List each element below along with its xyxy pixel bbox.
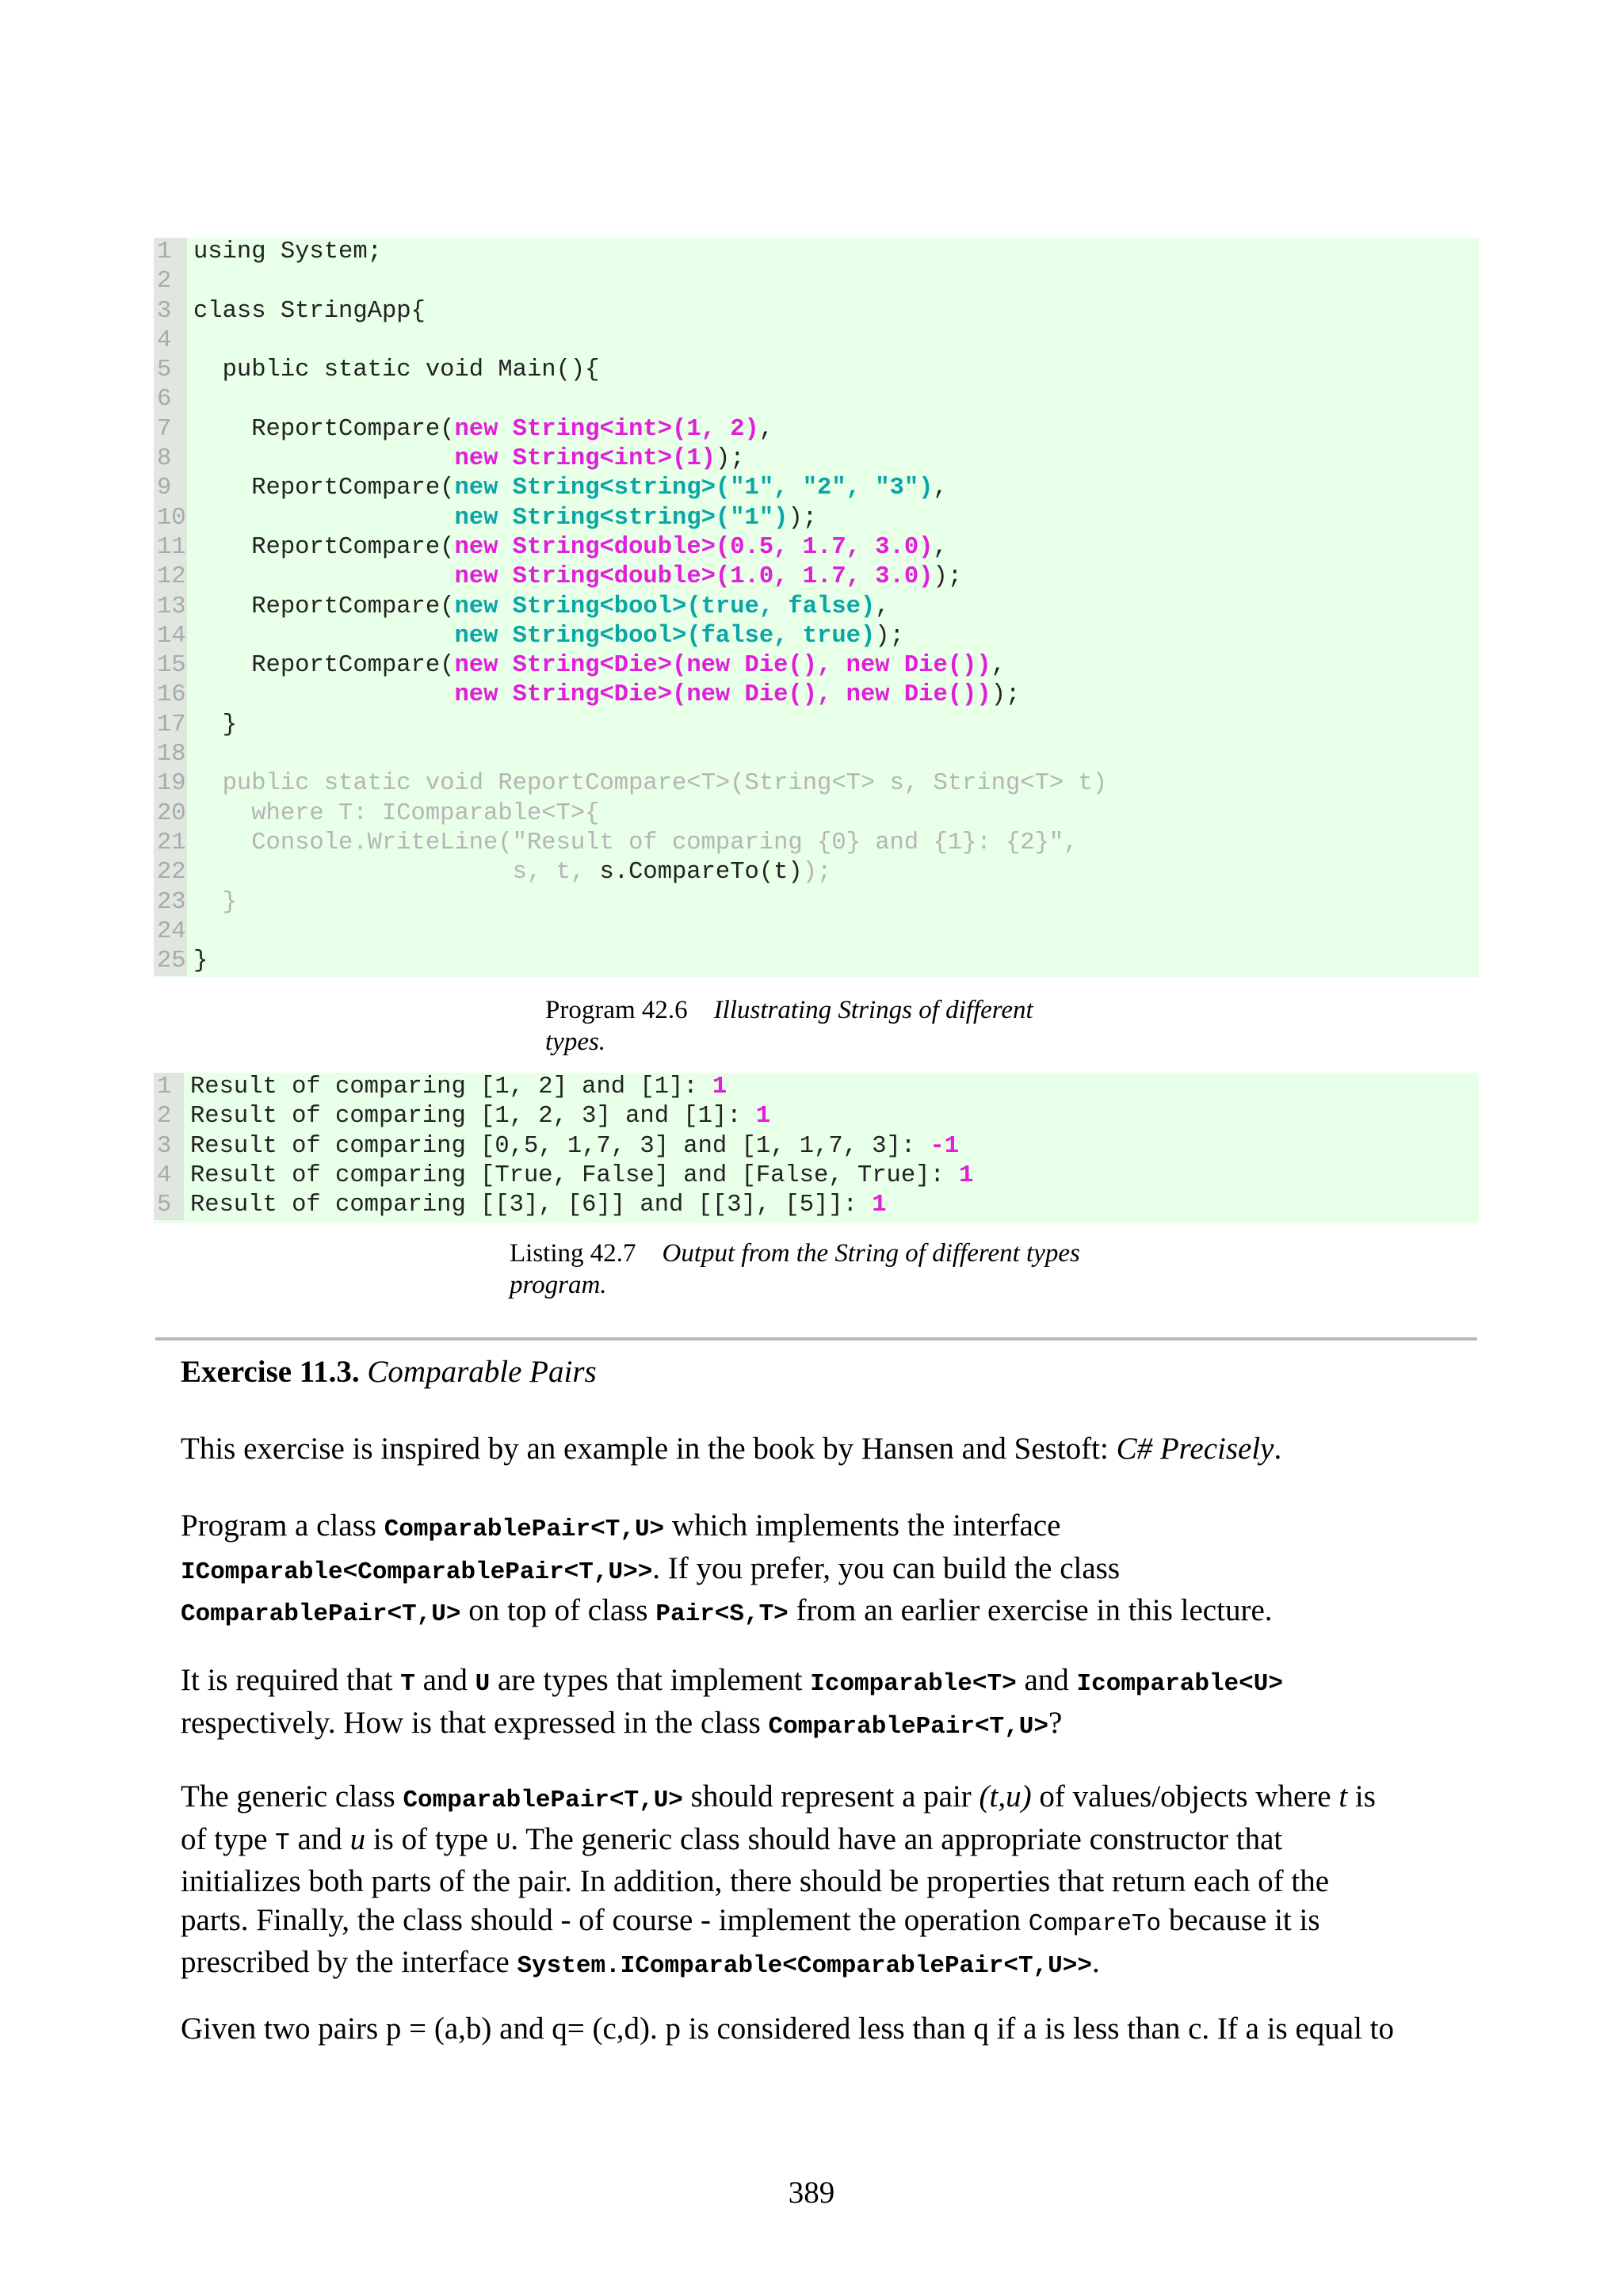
code-token: } — [193, 948, 208, 975]
line-number: 2 — [154, 1102, 184, 1131]
text: which implements the interface — [664, 1508, 1061, 1543]
exercise-paragraph-3 — [181, 1661, 1480, 1746]
text: is — [1347, 1779, 1376, 1814]
program-caption-text: Illustrating Strings of different — [713, 996, 1033, 1024]
line-number: 8 — [154, 444, 187, 474]
code-token — [193, 623, 454, 650]
code-term: ComparablePair<T,U> — [384, 1516, 665, 1543]
code-token: Result of comparing [True, False] and [False, True]: — [190, 1161, 960, 1189]
line-number: 6 — [154, 385, 187, 414]
code-token: new String<Die>(new Die(), new Die()) — [454, 652, 991, 680]
code-text — [187, 238, 382, 267]
text: are types that implement — [490, 1663, 811, 1697]
line-number: 10 — [154, 504, 187, 533]
code-line — [154, 1161, 1479, 1191]
code-line — [154, 888, 1479, 917]
code-line — [154, 651, 1479, 681]
code-line — [154, 1132, 1479, 1161]
code-token: ReportCompare( — [193, 475, 455, 502]
program-caption — [545, 994, 1033, 1058]
output-caption-text: Output from the String of different types — [662, 1239, 1080, 1268]
code-text — [187, 533, 948, 563]
code-token: new String<double>(0.5, 1.7, 3.0) — [454, 533, 934, 561]
code-token: , — [933, 475, 948, 502]
line-number: 9 — [154, 474, 187, 503]
code-line — [154, 238, 1479, 267]
text: respectively. How is that expressed in the class — [181, 1705, 769, 1740]
code-token: 1 — [872, 1192, 887, 1219]
code-token: public static void ReportCompare<T>(String<T> s, String<T> t) — [193, 770, 1108, 798]
code-text — [187, 444, 745, 474]
line-number: 1 — [154, 1073, 184, 1102]
code-token — [193, 445, 454, 472]
exercise-paragraph-5 — [181, 2010, 1480, 2049]
line-number: 23 — [154, 888, 187, 917]
code-text — [184, 1102, 770, 1131]
code-token: where T: IComparable<T>{ — [193, 799, 600, 827]
code-line — [154, 947, 1479, 976]
code-text — [184, 1132, 959, 1161]
line-number: 7 — [154, 415, 187, 444]
line-number: 5 — [154, 356, 187, 385]
code-text — [187, 651, 1006, 681]
code-token: ); — [788, 504, 818, 532]
code-line — [154, 711, 1479, 740]
code-text — [187, 917, 193, 947]
line-number: 17 — [154, 711, 187, 740]
code-token: 1 — [712, 1074, 727, 1100]
code-text — [187, 947, 208, 976]
line-number: 4 — [154, 326, 187, 356]
code-text — [187, 740, 193, 769]
line-number: 4 — [154, 1161, 184, 1191]
line-number: 1 — [154, 238, 187, 267]
line-number: 3 — [154, 297, 187, 326]
code-token: } — [193, 711, 237, 738]
code-text — [184, 1191, 887, 1220]
code-token: ReportCompare( — [193, 593, 455, 620]
line-number: 3 — [154, 1132, 184, 1161]
program-caption-text-cont: types. — [545, 1028, 606, 1056]
code-line — [154, 267, 1479, 296]
code-term: Pair<S,T> — [655, 1600, 789, 1628]
text: because it is — [1161, 1902, 1320, 1937]
text: ? — [1048, 1705, 1063, 1740]
text: of type — [181, 1821, 276, 1856]
text: This exercise is inspired by an example in the book by Hansen and Sestoft: — [181, 1432, 1117, 1466]
code-term: T — [400, 1670, 415, 1698]
code-text — [187, 385, 193, 414]
code-token: s, t, — [193, 859, 600, 887]
code-term: CompareTo — [1028, 1909, 1162, 1938]
line-number: 21 — [154, 829, 187, 858]
code-line — [154, 593, 1479, 622]
code-token — [193, 505, 454, 532]
code-text — [187, 504, 817, 533]
code-text — [187, 888, 237, 917]
code-token: , — [991, 652, 1006, 680]
code-line — [154, 1102, 1479, 1131]
text: Program a class — [181, 1508, 384, 1543]
code-text — [187, 829, 1078, 858]
exercise-title — [181, 1353, 1480, 1392]
code-token: ); — [715, 445, 745, 473]
code-line — [154, 769, 1479, 799]
code-token: ); — [802, 859, 832, 887]
code-term: IComparable<ComparablePair<T,U>> — [181, 1558, 653, 1586]
code-token: ); — [991, 681, 1021, 709]
code-term: ComparablePair<T,U> — [403, 1787, 683, 1814]
code-token: Result of comparing [[3], [6]] and [[3], [5]]: — [190, 1192, 873, 1219]
line-number: 22 — [154, 858, 187, 887]
code-token: , — [933, 533, 948, 561]
code-term: ComparablePair<T,U> — [181, 1600, 461, 1628]
code-text — [187, 297, 426, 326]
text: is of type — [365, 1821, 496, 1856]
code-term: ComparablePair<T,U> — [768, 1712, 1048, 1741]
code-line — [154, 799, 1479, 829]
code-term: U — [475, 1670, 491, 1698]
code-text — [187, 267, 193, 296]
code-line — [154, 829, 1479, 858]
line-number: 24 — [154, 917, 187, 947]
code-text — [184, 1161, 973, 1191]
line-number: 13 — [154, 593, 187, 622]
code-text — [187, 326, 193, 356]
text: It is required that — [181, 1663, 401, 1697]
code-token: ReportCompare( — [193, 652, 455, 680]
code-token: new String<string>("1") — [454, 504, 789, 532]
text: and — [414, 1663, 475, 1697]
code-token: Result of comparing [1, 2] and [1]: — [190, 1074, 712, 1100]
code-token: -1 — [930, 1132, 960, 1160]
text: prescribed by the interface — [181, 1945, 517, 1979]
code-token: new String<int>(1, 2) — [454, 415, 759, 443]
text: The generic class — [181, 1779, 403, 1814]
output-caption — [510, 1238, 1080, 1301]
code-token: new String<string>("1", "2", "3") — [454, 475, 934, 502]
code-token: } — [193, 888, 237, 916]
code-text — [187, 474, 948, 503]
code-term: U — [495, 1829, 511, 1857]
code-line — [154, 297, 1479, 326]
code-token: ); — [875, 622, 904, 650]
text: should represent a pair — [682, 1779, 980, 1814]
exercise-name: Comparable Pairs — [367, 1355, 597, 1389]
code-text — [187, 681, 1020, 710]
page-number: 389 — [788, 2176, 835, 2210]
code-line — [154, 474, 1479, 503]
code-token: ReportCompare( — [193, 533, 455, 561]
text: . — [1091, 1945, 1100, 1979]
math-term: u — [349, 1821, 366, 1856]
text: . — [1274, 1432, 1282, 1466]
text: on top of class — [460, 1593, 656, 1627]
line-number: 25 — [154, 947, 187, 976]
code-line — [154, 444, 1479, 474]
code-token: using System; — [193, 238, 382, 265]
text: Given two pairs p = (a,b) and q= (c,d). p is considered less than q if a is less than c. If a is equal to — [181, 2012, 1395, 2046]
code-token — [193, 681, 454, 708]
code-token: 1 — [959, 1161, 974, 1189]
code-line — [154, 681, 1479, 710]
line-number: 15 — [154, 651, 187, 681]
exercise-paragraph-2 — [181, 1507, 1480, 1634]
line-number: 12 — [154, 563, 187, 592]
code-text — [187, 415, 773, 444]
line-number: 11 — [154, 533, 187, 563]
text: of values/objects where — [1031, 1779, 1339, 1814]
line-number: 19 — [154, 769, 187, 799]
code-token: Result of comparing [0,5, 1,7, 3] and [1, 1,7, 3]: — [190, 1132, 930, 1160]
code-token: ReportCompare( — [193, 415, 455, 443]
text: . If you prefer, you can build the class — [652, 1550, 1121, 1585]
code-token: new String<bool>(false, true) — [454, 622, 876, 650]
code-text — [187, 593, 890, 622]
exercise-number: Exercise 11.3. — [181, 1355, 360, 1389]
code-line — [154, 563, 1479, 592]
code-text — [187, 799, 599, 829]
text: and — [1016, 1663, 1077, 1697]
line-number: 18 — [154, 740, 187, 769]
code-line — [154, 504, 1479, 533]
code-token: new String<bool>(true, false) — [454, 593, 876, 620]
code-line — [154, 385, 1479, 414]
code-token: ); — [933, 563, 963, 591]
code-line — [154, 356, 1479, 385]
code-line — [154, 622, 1479, 651]
code-token — [193, 563, 454, 590]
code-token: s.CompareTo(t) — [599, 859, 803, 887]
code-line — [154, 1073, 1479, 1102]
math-term: t — [1338, 1779, 1348, 1814]
exercise-paragraph-1 — [181, 1430, 1480, 1469]
code-line — [154, 533, 1479, 563]
program-code-listing — [154, 238, 1479, 977]
code-term: Icomparable<T> — [810, 1670, 1017, 1698]
section-divider — [155, 1337, 1477, 1341]
code-term: System.IComparable<ComparablePair<T,U>> — [517, 1952, 1092, 1980]
code-token: class StringApp{ — [193, 297, 426, 325]
line-number: 20 — [154, 799, 187, 829]
code-text — [184, 1073, 727, 1102]
text: from an earlier exercise in this lecture. — [788, 1593, 1273, 1627]
code-line — [154, 740, 1479, 769]
code-token: , — [758, 415, 774, 443]
code-token: Console.WriteLine("Result of comparing {0} and {1}: {2}", — [193, 829, 1079, 856]
code-text — [187, 769, 1107, 799]
code-text — [187, 858, 831, 887]
code-text — [187, 711, 237, 740]
text: parts. Finally, the class should - of course - implement the operation — [181, 1902, 1029, 1937]
line-number: 2 — [154, 267, 187, 296]
code-text — [187, 622, 904, 651]
code-line — [154, 917, 1479, 947]
line-number: 14 — [154, 622, 187, 651]
output-listing — [154, 1073, 1479, 1223]
text: initializes both parts of the pair. In addition, there should be properties that return each of the — [181, 1864, 1330, 1898]
code-token: new String<double>(1.0, 1.7, 3.0) — [454, 563, 934, 591]
code-term: Icomparable<U> — [1076, 1670, 1283, 1698]
code-text — [187, 563, 962, 592]
line-number: 16 — [154, 681, 187, 710]
code-token: new String<int>(1) — [454, 445, 716, 473]
code-line — [154, 415, 1479, 444]
code-term: T — [275, 1829, 290, 1857]
book-title: C# Precisely — [1116, 1432, 1274, 1466]
line-number: 5 — [154, 1191, 184, 1220]
text: and — [289, 1821, 350, 1856]
code-line — [154, 1191, 1479, 1220]
code-token: 1 — [755, 1103, 771, 1131]
code-token: , — [875, 593, 890, 620]
output-caption-text-cont: program. — [510, 1271, 607, 1299]
exercise-paragraph-4 — [181, 1778, 1480, 1986]
code-text — [187, 356, 599, 385]
code-token: public static void Main(){ — [193, 357, 600, 384]
code-token: Result of comparing [1, 2, 3] and [1]: — [190, 1103, 756, 1131]
math-term: (t,u) — [979, 1779, 1032, 1814]
program-caption-label: Program 42.6 — [545, 996, 688, 1024]
output-caption-label: Listing 42.7 — [510, 1239, 636, 1268]
code-line — [154, 858, 1479, 887]
code-token: new String<Die>(new Die(), new Die()) — [454, 681, 991, 709]
text: . The generic class should have an appropriate constructor that — [510, 1821, 1283, 1856]
code-line — [154, 326, 1479, 356]
